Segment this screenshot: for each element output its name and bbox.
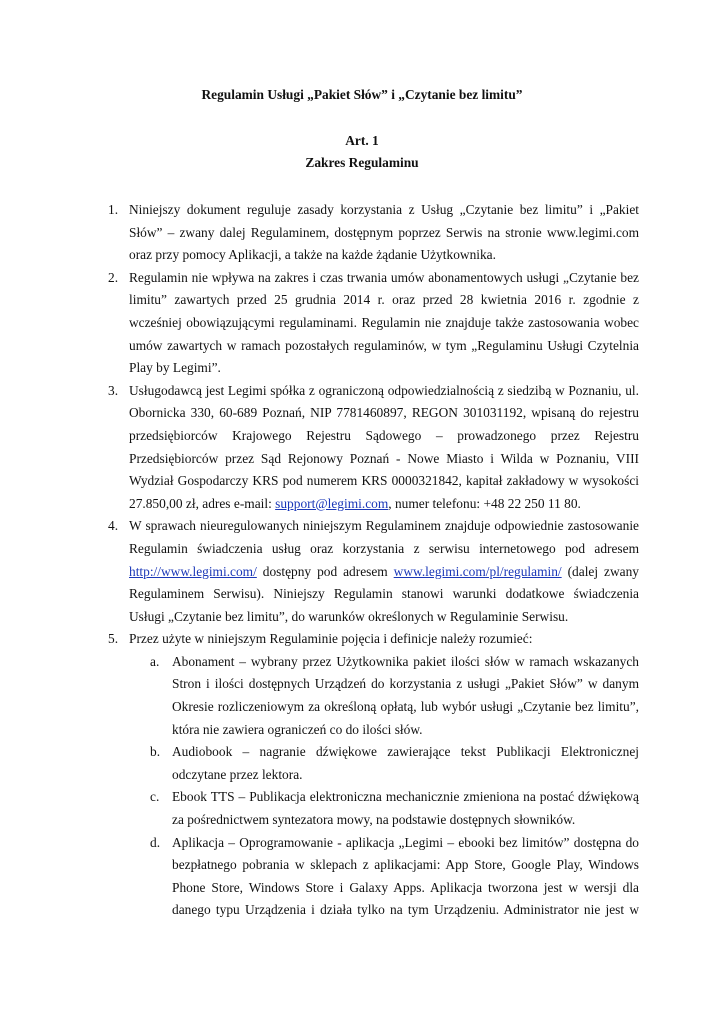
text-line: limitu” zawartych przed 25 grudnia 2014 r. oraz przed 28 kwietnia 2016 r. zgodnie z: [129, 292, 639, 308]
text-line: Niniejszy dokument reguluje zasady korzystania z Usług „Czytanie bez limitu” i „Pakiet: [129, 202, 639, 217]
text-line: Usługi „Czytanie bez limitu”, do warunków określonych w Regulaminie Serwisu.: [129, 608, 569, 624]
text-line: Usługodawcą jest Legimi spółka z ograniczoną odpowiedzialnością z siedzibą w Poznaniu, ul.: [129, 382, 639, 398]
text-line: Stron i ilości dostępnych Urządzeń do korzystania z usługi „Pakiet Słów” w danym: [172, 676, 639, 692]
text-fragment: dostępny pod adresem: [256, 563, 394, 579]
article-number: Art. 1: [345, 133, 379, 148]
text-line: [129, 561, 639, 584]
legimi-home-link[interactable]: http://www.legimi.com/: [129, 563, 257, 579]
text-fragment: (dalej zwany: [561, 563, 639, 579]
support-email-link[interactable]: support@legimi.com: [275, 495, 389, 511]
sub-list-item: [0, 832, 639, 922]
text-line: Wydział Gospodarczy KRS pod numerem KRS 0000321842, kapitał zakładowy w wysokości: [129, 473, 639, 489]
text-line: W sprawach nieuregulowanych niniejszym Regulaminem znajduje odpowiednie zastosowanie: [129, 518, 639, 534]
text-line: oraz przy pomocy Aplikacji, a także na każde żądanie Użytkownika.: [129, 247, 496, 263]
list-item: [0, 380, 639, 516]
text-line: [129, 493, 639, 516]
document-title: Regulamin Usługi „Pakiet Słów” i „Czytanie bez limitu”: [201, 87, 523, 102]
text-line: Aplikacja – Oprogramowanie - aplikacja „Legimi – ebooki bez limitów” dostępna do: [172, 834, 639, 850]
text-line: Phone Store, Windows Store i Galaxy Apps. Aplikacja tworzona jest w wersji dla: [172, 879, 639, 895]
text-line: za pośrednictwem syntezatora mowy, na podstawie dostępnych słowników.: [172, 812, 576, 828]
sub-list-item: [0, 651, 639, 741]
text-line: Ebook TTS – Publikacja elektroniczna mechanicznie zmieniona na postać dźwiękową: [172, 789, 639, 805]
text-line: przedsiębiorców Krajowego Rejestru Sądowego – prowadzonego przez Rejestru: [129, 427, 639, 443]
text-line: Okresie rozliczeniowym za określoną opłatą, lub wybór usługi „Czytanie bez limitu”,: [172, 699, 639, 715]
item-number: 2.: [108, 269, 119, 285]
item-number: 3.: [108, 382, 119, 398]
sub-list-item: [0, 741, 639, 786]
sub-list-item: [0, 786, 639, 831]
text-fragment: , numer telefonu: +48 22 250 11 80.: [388, 495, 581, 511]
subitem-letter: b.: [150, 744, 161, 760]
document-body: [0, 199, 724, 922]
list-item: [0, 515, 639, 628]
text-line: Abonament – wybrany przez Użytkownika pakiet ilości słów w ramach wskazanych: [172, 653, 639, 669]
text-line: umów zawartych w ramach pozostałych regulaminów, w tym „Regulaminu Usługi Czytelnia: [129, 337, 639, 353]
text-line: Obornicka 330, 60-689 Poznań, NIP 7781460897, REGON 301031192, wpisaną do rejestru: [129, 405, 639, 421]
text-line: odczytane przez lektora.: [172, 766, 303, 782]
text-line: Play by Legimi”.: [129, 360, 221, 376]
text-line: Regulaminem Serwisu). Niniejszy Regulamin stanowi warunki dodatkowe świadczenia: [129, 586, 639, 602]
article-title: Zakres Regulaminu: [305, 155, 419, 170]
regulamin-link[interactable]: www.legimi.com/pl/regulamin/: [393, 563, 562, 579]
text-line: Przedsiębiorców przez Sąd Rejonowy Poznań - Nowe Miasto i Wilda w Poznaniu, VIII: [129, 450, 639, 466]
text-fragment: 27.850,00 zł, adres e-mail:: [129, 495, 276, 511]
text-line: Regulamin świadczenia usług oraz korzystania z serwisu internetowego pod adresem: [129, 540, 639, 556]
subitem-letter: d.: [150, 834, 161, 850]
text-line: Słów” – zwany dalej Regulaminem, dostępnym poprzez Serwis na stronie www.legimi.com: [129, 224, 639, 240]
subitem-letter: c.: [150, 789, 160, 805]
text-line: Regulamin nie wpływa na zakres i czas trwania umów abonamentowych usługi „Czytanie bez: [129, 269, 639, 285]
list-item: [0, 628, 639, 651]
text-line: Audiobook – nagranie dźwiękowe zawierające tekst Publikacji Elektronicznej: [172, 744, 639, 760]
item-number: 5.: [108, 631, 119, 647]
list-item: [0, 267, 639, 380]
text-line: która nie zawiera ograniczeń co do ilości słów.: [172, 721, 423, 737]
text-line: danego typu Urządzenia i działa tylko na tym Urządzeniu. Administrator nie jest w: [172, 902, 639, 918]
text-line: wcześniej obowiązującymi regulaminami. Regulamin nie znajduje także zastosowania wobec: [129, 314, 639, 330]
subitem-letter: a.: [150, 653, 160, 669]
text-line: Przez użyte w niniejszym Regulaminie pojęcia i definicje należy rozumieć:: [129, 631, 533, 647]
list-item: [0, 199, 639, 267]
text-line: bezpłatnego pobrania w sklepach z aplikacjami: App Store, Google Play, Windows: [172, 857, 639, 873]
item-number: 1.: [108, 202, 119, 217]
item-number: 4.: [108, 518, 119, 534]
